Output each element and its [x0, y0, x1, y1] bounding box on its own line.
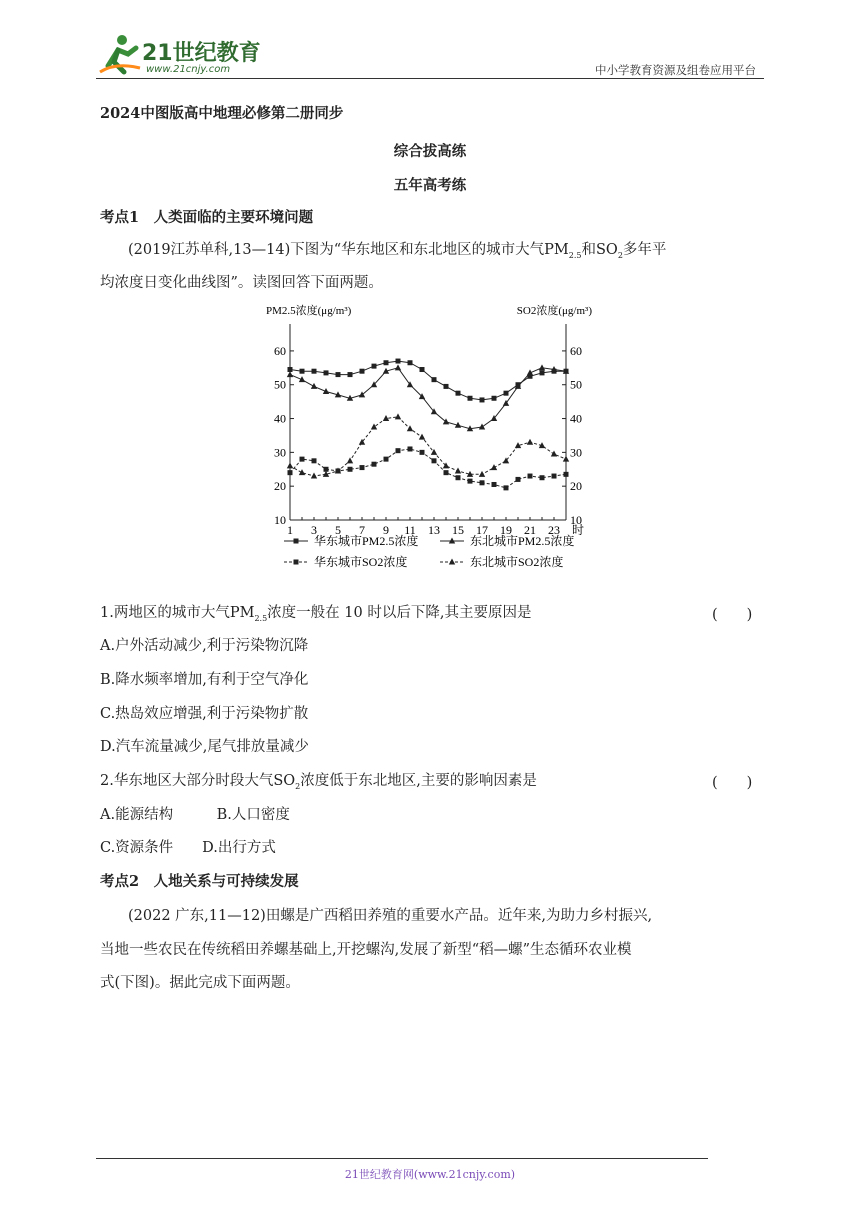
- data-point-1: [479, 424, 485, 430]
- data-point-2: [348, 467, 353, 472]
- subtitle-comprehensive: 综合拔高练: [393, 143, 467, 160]
- data-point-2: [540, 475, 545, 480]
- y-left-axis-title: PM2.5浓度(μg/m³): [266, 305, 352, 317]
- data-point-2: [456, 475, 461, 480]
- chart-svg: [264, 298, 596, 594]
- data-point-2: [528, 474, 533, 479]
- x-tick-label: 19: [500, 523, 512, 537]
- data-point-1: [359, 391, 365, 397]
- y-tick-label-right: 30: [570, 445, 582, 460]
- q2-options-row-2: C.资源条件 D.出行方式: [100, 840, 276, 856]
- data-point-2: [492, 482, 497, 487]
- data-point-2: [480, 480, 485, 485]
- data-point-0: [456, 391, 461, 396]
- data-point-1: [539, 364, 545, 370]
- footer-link[interactable]: 21世纪教育网(www.21cnjy.com): [344, 1168, 516, 1181]
- data-point-0: [384, 360, 389, 365]
- section-2-heading: 考点2 人地关系与可持续发展: [100, 873, 299, 890]
- data-point-0: [540, 370, 545, 375]
- x-tick-label: 23: [548, 523, 560, 537]
- data-point-2: [552, 474, 557, 479]
- data-point-2: [396, 448, 401, 453]
- data-point-0: [300, 369, 305, 374]
- series-line-3: [290, 417, 566, 476]
- data-point-2: [564, 472, 569, 477]
- data-point-1: [395, 364, 401, 370]
- data-point-2: [360, 465, 365, 470]
- series-line-2: [290, 449, 566, 488]
- x-tick-label: 7: [359, 523, 365, 537]
- data-point-2: [504, 485, 509, 490]
- data-point-0: [360, 369, 365, 374]
- intro-2-line-2: 当地一些农民在传统稻田养螺基础上,开挖螺沟,发展了新型“稻—螺”生态循环农业模: [100, 942, 632, 958]
- y-tick-label-left: 30: [274, 445, 286, 460]
- legend-marker-3: [449, 559, 455, 565]
- legend-label-0: 华东城市PM2.5浓度: [314, 534, 419, 548]
- q1-option-d: D.汽车流量减少,尾气排放量减少: [100, 739, 309, 755]
- x-tick-label: 13: [428, 523, 440, 537]
- doc-title: 2024中图版高中地理必修第二册同步: [100, 105, 344, 122]
- legend-label-3: 东北城市SO2浓度: [470, 555, 564, 569]
- legend-label-2: 华东城市SO2浓度: [314, 555, 408, 569]
- y-tick-label-left: 40: [274, 411, 286, 426]
- data-point-0: [396, 359, 401, 364]
- x-axis-unit: 时: [571, 523, 585, 537]
- q1-option-a: A.户外活动减少,利于污染物沉降: [100, 638, 309, 654]
- data-point-1: [311, 383, 317, 389]
- data-point-3: [419, 434, 425, 440]
- legend-marker-0: [294, 539, 299, 544]
- legend-marker-2: [294, 560, 299, 565]
- data-point-3: [347, 457, 353, 463]
- header-divider: [96, 78, 764, 79]
- x-tick-label: 11: [404, 523, 416, 537]
- data-point-0: [324, 370, 329, 375]
- x-tick-label: 5: [335, 523, 341, 537]
- logo-text: 21世纪教育: [142, 41, 261, 66]
- site-logo: [96, 32, 264, 80]
- x-tick-label: 9: [383, 523, 389, 537]
- data-point-2: [372, 462, 377, 467]
- data-point-2: [312, 458, 317, 463]
- x-tick-label: 17: [476, 523, 488, 537]
- series-line-1: [290, 368, 566, 429]
- data-point-3: [371, 424, 377, 430]
- intro-2-line-3: 式(下图)。据此完成下面两题。: [100, 975, 300, 991]
- question-1: 1.两地区的城市大气$PM_{2.5}$浓度一般在 10 时以后下降,其主要原因是: [100, 605, 532, 623]
- series-line-0: [290, 361, 566, 400]
- data-point-2: [516, 477, 521, 482]
- intro-1-line-1: (2019江苏单科,13—14)下图为“华东地区和东北地区的城市大气$PM_{2.5}$和$SO_2$多年平: [128, 242, 667, 260]
- data-point-2: [444, 470, 449, 475]
- data-point-2: [432, 458, 437, 463]
- data-point-3: [563, 456, 569, 462]
- data-point-3: [479, 471, 485, 477]
- question-1-answer-bracket: ( ): [712, 607, 753, 623]
- y-tick-label-left: 50: [274, 377, 286, 392]
- data-point-2: [468, 479, 473, 484]
- intro-2-line-1: (2022 广东,11—12)田螺是广西稻田养殖的重要水产品。近年来,为助力乡村振兴,: [128, 908, 653, 924]
- q1-option-b: B.降水频率增加,有利于空气净化: [100, 672, 309, 688]
- data-point-3: [455, 467, 461, 473]
- x-tick-label: 1: [287, 523, 293, 537]
- question-2: 2.华东地区大部分时段大气$SO_2$浓度低于东北地区,主要的影响因素是: [100, 773, 537, 791]
- data-point-1: [443, 418, 449, 424]
- data-point-3: [407, 425, 413, 431]
- y-tick-label-right: 20: [570, 479, 582, 494]
- data-point-3: [395, 413, 401, 419]
- data-point-0: [444, 384, 449, 389]
- data-point-0: [348, 372, 353, 377]
- data-point-0: [492, 396, 497, 401]
- data-point-3: [527, 439, 533, 445]
- data-point-0: [468, 396, 473, 401]
- subtitle-five-years: 五年高考练: [393, 177, 467, 194]
- data-point-2: [288, 470, 293, 475]
- y-tick-label-right: 10: [570, 513, 582, 527]
- question-2-answer-bracket: ( ): [712, 775, 753, 791]
- y-tick-label-left: 10: [274, 513, 286, 527]
- data-point-3: [551, 451, 557, 457]
- data-point-0: [312, 369, 317, 374]
- data-point-3: [491, 464, 497, 470]
- data-point-3: [299, 469, 305, 475]
- logo-url: www.21cnjy.com: [146, 64, 231, 75]
- y-tick-label-left: 60: [274, 343, 286, 358]
- y-tick-label-left: 20: [274, 479, 286, 494]
- data-point-3: [287, 462, 293, 468]
- data-point-2: [420, 450, 425, 455]
- x-tick-label: 15: [452, 523, 464, 537]
- data-point-2: [300, 457, 305, 462]
- x-tick-label: 21: [524, 523, 536, 537]
- legend-label-1: 东北城市PM2.5浓度: [470, 534, 575, 548]
- x-tick-label: 3: [311, 523, 317, 537]
- data-point-0: [480, 397, 485, 402]
- y-tick-label-right: 50: [570, 377, 582, 392]
- pm25-so2-line-chart: [264, 298, 596, 594]
- data-point-0: [420, 367, 425, 372]
- data-point-0: [336, 372, 341, 377]
- intro-1-line-2: 均浓度日变化曲线图”。读图回答下面两题。: [100, 275, 383, 291]
- data-point-0: [408, 360, 413, 365]
- section-1-heading: 考点1 人类面临的主要环境问题: [100, 209, 314, 226]
- data-point-0: [504, 391, 509, 396]
- y-tick-label-right: 60: [570, 343, 582, 358]
- q2-options-row-1: A.能源结构 B.人口密度: [100, 807, 290, 823]
- data-point-3: [311, 473, 317, 479]
- y-tick-label-right: 40: [570, 411, 582, 426]
- header-slogan: 中小学教育资源及组卷应用平台: [595, 63, 756, 77]
- data-point-0: [372, 364, 377, 369]
- data-point-2: [384, 457, 389, 462]
- footer-divider: [96, 1158, 708, 1159]
- y-right-axis-title: SO2浓度(μg/m³): [516, 305, 592, 317]
- data-point-0: [432, 377, 437, 382]
- data-point-2: [408, 446, 413, 451]
- q1-option-c: C.热岛效应增强,利于污染物扩散: [100, 706, 309, 722]
